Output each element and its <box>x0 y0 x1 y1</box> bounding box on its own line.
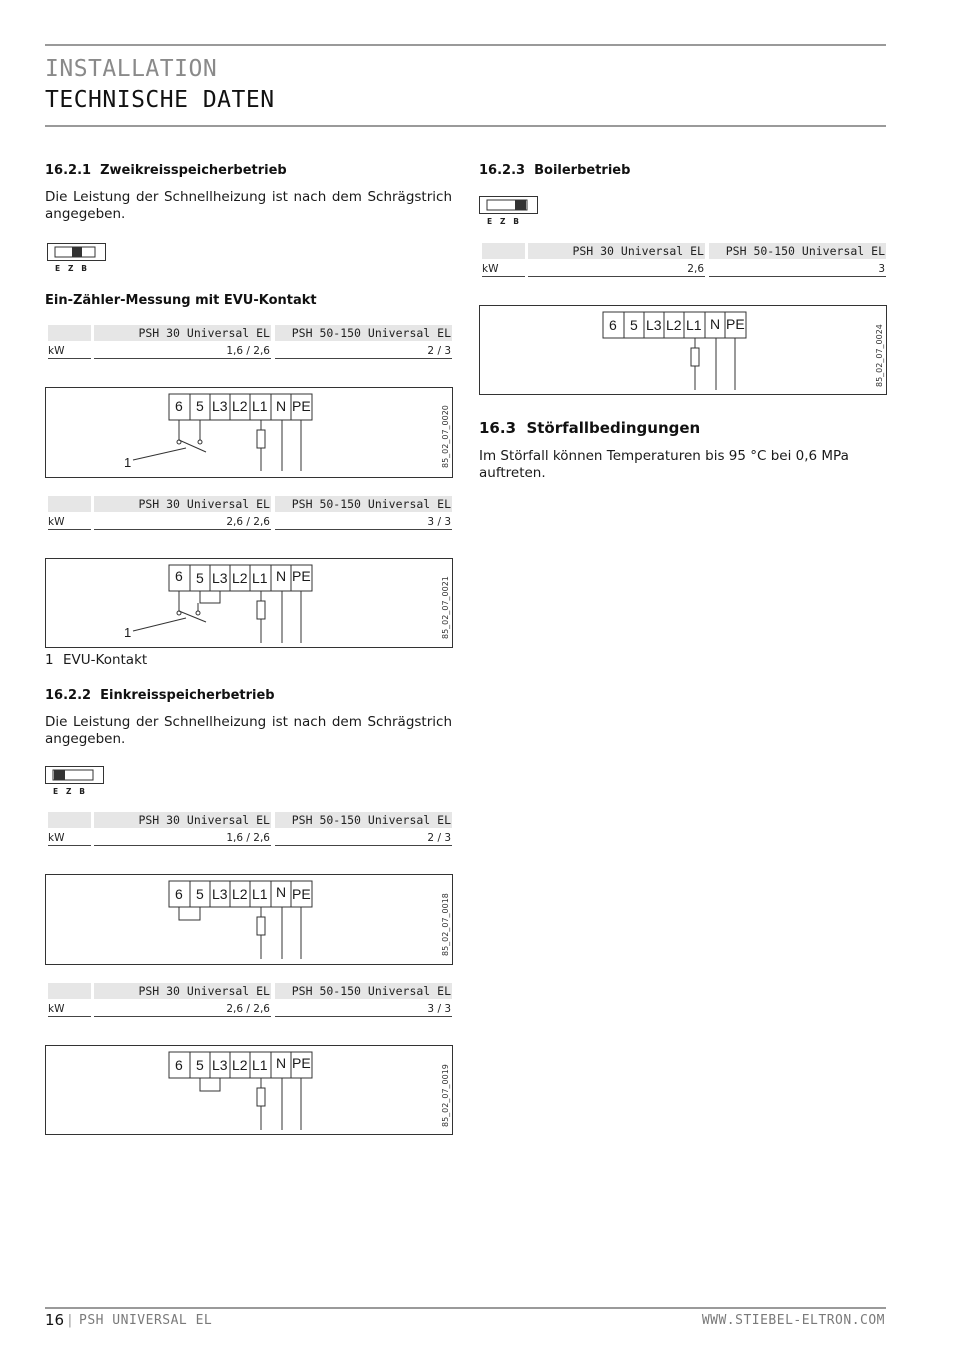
terminal-pe: PE <box>292 1055 311 1071</box>
table-val2: 2 / 3 <box>275 344 452 359</box>
table-unit: kW <box>48 344 91 359</box>
footer-rule <box>45 1307 886 1309</box>
terminal-l3: L3 <box>212 886 228 902</box>
wiring-diagram-0019 <box>45 1045 453 1135</box>
terminal-l2: L2 <box>232 570 248 586</box>
terminal-6: 6 <box>175 568 183 584</box>
heading-16-2-2: 16.2.2 Einkreisspeicherbetrieb <box>45 688 275 703</box>
power-table-1623 <box>482 243 886 277</box>
table-col1: PSH 30 Universal EL <box>94 812 271 828</box>
terminal-l2: L2 <box>666 317 682 333</box>
table-col2: PSH 50-150 Universal EL <box>275 983 452 999</box>
table-col1: PSH 30 Universal EL <box>94 983 271 999</box>
text-16-3: Im Störfall können Temperaturen bis 95 °C bei 0,6 MPa auftreten. <box>479 448 849 481</box>
table-val2: 3 / 3 <box>275 515 452 530</box>
terminal-l2: L2 <box>232 1057 248 1073</box>
heading-16-2-3: 16.2.3 Boilerbetrieb <box>479 163 631 178</box>
table-val1: 2,6 / 2,6 <box>94 515 271 530</box>
footer-url: WWW.STIEBEL-ELTRON.COM <box>701 1313 885 1328</box>
terminal-5: 5 <box>196 398 204 414</box>
text-16-2-2 <box>45 714 452 748</box>
terminal-pe: PE <box>292 398 311 414</box>
terminal-l3: L3 <box>646 317 662 333</box>
wiring-diagram-0021 <box>45 558 453 648</box>
terminal-l2: L2 <box>232 886 248 902</box>
table-col2: PSH 50-150 Universal EL <box>275 496 452 512</box>
terminal-l3: L3 <box>212 1057 228 1073</box>
callout-1: 1 <box>124 455 132 470</box>
table-val1: 2,6 <box>528 262 705 277</box>
table-corner <box>482 243 525 259</box>
terminal-n: N <box>276 884 287 900</box>
table-corner <box>48 496 91 512</box>
header-bottom-rule <box>45 125 886 127</box>
diagram-code: 85_02_07_0019 <box>441 1064 450 1127</box>
table-unit: kW <box>482 262 525 277</box>
table-val1: 2,6 / 2,6 <box>94 1002 271 1017</box>
terminal-n: N <box>276 1055 287 1071</box>
header-top-rule <box>45 44 886 46</box>
terminal-pe: PE <box>292 886 311 902</box>
wiring-diagram-0021-graphic <box>46 559 454 649</box>
terminal-pe: PE <box>726 316 745 332</box>
terminal-l1: L1 <box>252 886 268 902</box>
wiring-diagram-0024-graphic <box>480 306 888 396</box>
diagram-code: 85_02_07_0020 <box>441 405 450 468</box>
text-16-2-2-body: Die Leistung der Schnellheizung ist nach dem Schrägstrich angegeben. <box>45 714 452 747</box>
terminal-l3: L3 <box>212 398 228 414</box>
footer-product: PSH UNIVERSAL EL <box>79 1313 213 1328</box>
heading-16-2-1: 16.2.1 Zweikreisspeicherbetrieb <box>45 163 287 178</box>
table-val1: 1,6 / 2,6 <box>94 344 271 359</box>
terminal-5: 5 <box>630 317 638 333</box>
diagram-code: 85_02_07_0018 <box>441 893 450 956</box>
table-col2: PSH 50-150 Universal EL <box>709 243 886 259</box>
footer-separator: | <box>66 1313 74 1328</box>
text-16-2-1 <box>45 189 452 223</box>
table-val2: 3 / 3 <box>275 1002 452 1017</box>
footnote-text: EVU-Kontakt <box>63 652 148 668</box>
terminal-n: N <box>276 398 287 414</box>
terminal-5: 5 <box>196 570 204 586</box>
terminal-n: N <box>710 316 721 332</box>
terminal-l1: L1 <box>252 570 268 586</box>
switch-letters: E Z B <box>487 217 519 226</box>
heading-16-3: 16.3 Störfallbedingungen <box>479 419 701 437</box>
table-col1: PSH 30 Universal EL <box>528 243 705 259</box>
header-section: INSTALLATION <box>45 56 218 82</box>
terminal-l3: L3 <box>212 570 228 586</box>
wiring-diagram-0018-graphic <box>46 875 454 966</box>
terminal-6: 6 <box>609 317 617 333</box>
table-corner <box>48 983 91 999</box>
terminal-l1: L1 <box>252 398 268 414</box>
table-col1: PSH 30 Universal EL <box>94 325 271 341</box>
table-col2: PSH 50-150 Universal EL <box>275 325 452 341</box>
wiring-diagram-0020-graphic <box>46 388 454 479</box>
wiring-diagram-0024 <box>479 305 887 395</box>
terminal-n: N <box>276 568 287 584</box>
table-unit: kW <box>48 831 91 846</box>
table-corner <box>48 325 91 341</box>
table-unit: kW <box>48 1002 91 1017</box>
table-val2: 3 <box>709 262 886 277</box>
subheading-evu: Ein-Zähler-Messung mit EVU-Kontakt <box>45 293 317 308</box>
terminal-5: 5 <box>196 886 204 902</box>
text-16-2-1-body: Die Leistung der Schnellheizung ist nach dem Schrägstrich angegeben. <box>45 189 452 222</box>
switch-letters: E Z B <box>55 264 87 273</box>
terminal-6: 6 <box>175 1057 183 1073</box>
page-title: TECHNISCHE DATEN <box>45 87 275 113</box>
terminal-6: 6 <box>175 398 183 414</box>
terminal-l1: L1 <box>686 317 702 333</box>
power-table-1622-a <box>48 812 452 846</box>
wiring-diagram-0020 <box>45 387 453 478</box>
table-val1: 1,6 / 2,6 <box>94 831 271 846</box>
power-table-1622-b <box>48 983 452 1017</box>
switch-letters: E Z B <box>53 787 85 796</box>
table-val2: 2 / 3 <box>275 831 452 846</box>
table-col2: PSH 50-150 Universal EL <box>275 812 452 828</box>
table-corner <box>48 812 91 828</box>
terminal-5: 5 <box>196 1057 204 1073</box>
wiring-diagram-0019-graphic <box>46 1046 454 1136</box>
power-table-1621-a <box>48 325 452 359</box>
page-number: 16 <box>45 1311 65 1329</box>
wiring-diagram-0018 <box>45 874 453 965</box>
table-unit: kW <box>48 515 91 530</box>
table-col1: PSH 30 Universal EL <box>94 496 271 512</box>
callout-1: 1 <box>124 625 132 640</box>
terminal-pe: PE <box>292 568 311 584</box>
power-table-1621-b <box>48 496 452 530</box>
terminal-l1: L1 <box>252 1057 268 1073</box>
diagram-code: 85_02_07_0024 <box>875 324 884 387</box>
terminal-l2: L2 <box>232 398 248 414</box>
diagram-code: 85_02_07_0021 <box>441 576 450 639</box>
footnote-number: 1 <box>45 652 54 668</box>
terminal-6: 6 <box>175 886 183 902</box>
